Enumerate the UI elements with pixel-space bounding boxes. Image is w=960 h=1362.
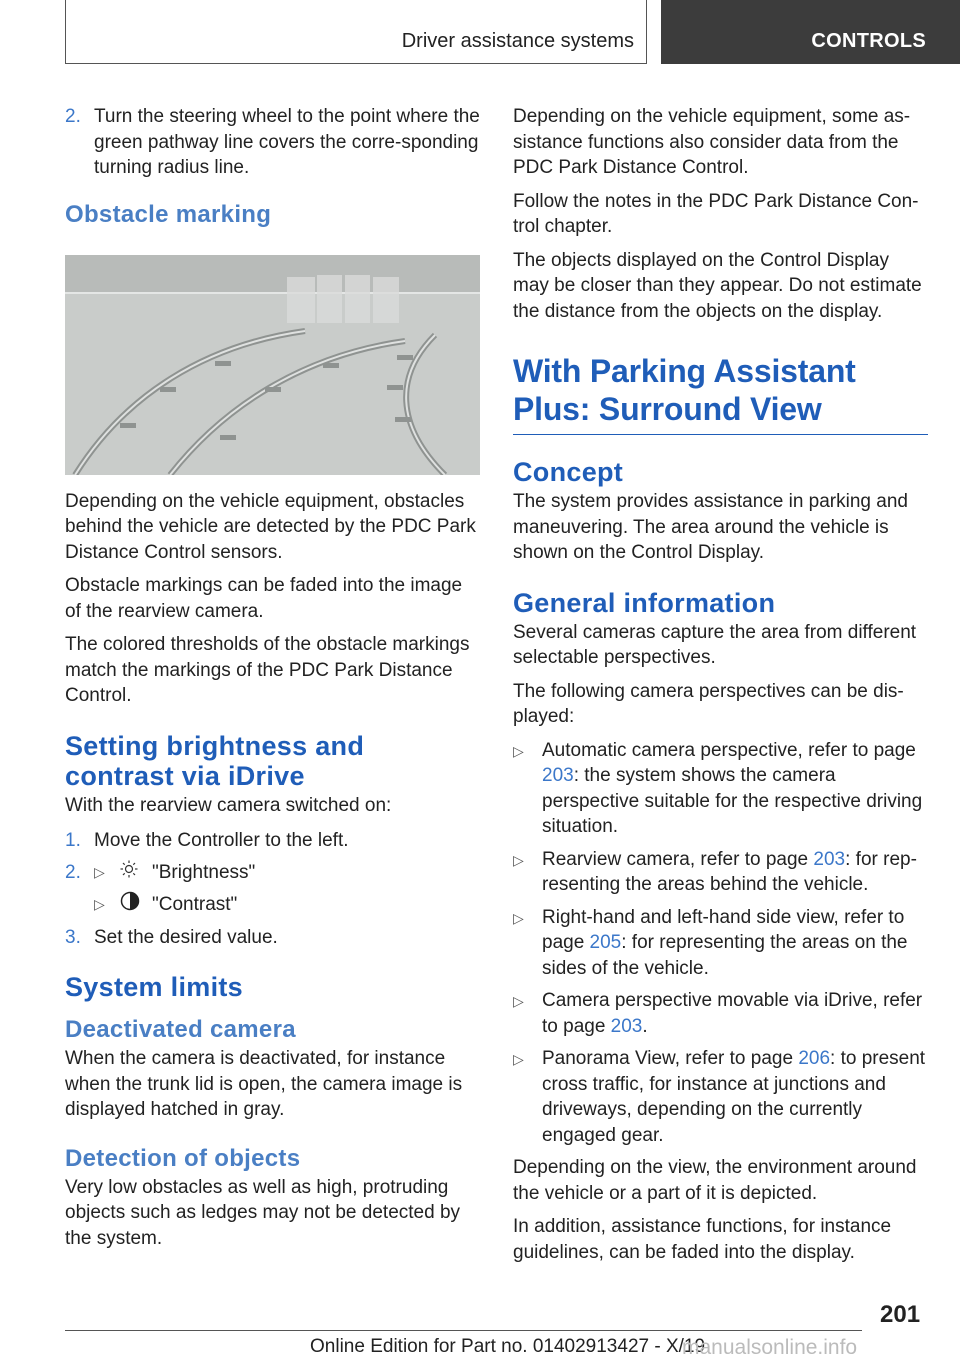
contrast-label: "Contrast" [152, 894, 238, 915]
list-item-text: Panorama View, refer to page [542, 1048, 799, 1069]
brightness-contrast-heading: Setting brightness and contrast via iDrive [65, 730, 365, 791]
step-1-move-controller [65, 828, 480, 854]
contrast-icon [120, 891, 152, 919]
step-2-select-option [65, 860, 480, 925]
concept-heading: Concept [513, 457, 624, 487]
list-item-text: Camera perspective movable via iDrive, refer to page [542, 990, 923, 1037]
page-link[interactable]: 205 [589, 932, 622, 953]
brightness-intro: With the rearview camera switched on: [65, 794, 392, 816]
list-item [513, 905, 928, 982]
step-text: Turn the steering wheel to the point where the green pathway line covers the corre-sponding turning radius line. [94, 106, 480, 178]
page-link[interactable]: 203 [610, 1015, 643, 1037]
footer-divider [65, 1330, 862, 1331]
general-paragraph-1: Several cameras capture the area from different selectable perspectives. [513, 621, 917, 668]
obstacle-marking-figure [65, 255, 480, 475]
edition-note: Online Edition for Part no. 01402913427 - X/19 [310, 1336, 706, 1357]
general-information-heading: General information [513, 587, 776, 618]
list-item-text: : for representing the areas on the sides of the vehicle. [542, 932, 908, 979]
obstacle-paragraph-1: Depending on the vehicle equipment, obstacles behind the vehicle are detected by the PDC Park Distance Control sensors. [65, 490, 476, 563]
triangle-bullet-icon: ▷ [513, 909, 524, 926]
deactivated-camera-paragraph: When the camera is deactivated, for instance when the trunk lid is open, the camera image is displayed hatched in gray. [65, 1048, 463, 1120]
list-item-text: : to present cross traffic, for instance at junctions and driveways, depending on the currently engaged gear. [542, 1048, 926, 1146]
brightness-option [94, 860, 255, 886]
step-3-set-value [65, 925, 480, 951]
camera-perspectives-list [513, 738, 928, 1149]
header-chapter-box [661, 0, 960, 64]
surround-view-heading-block [513, 352, 928, 435]
detection-objects-paragraph: Very low obstacles as well as high, protruding objects such as ledges may not be detected by the system. [65, 1176, 461, 1249]
pdc-notes-paragraph: Follow the notes in the PDC Park Distance Con-trol chapter. [513, 190, 919, 237]
step-number: 2. [65, 106, 81, 127]
triangle-bullet-icon: ▷ [94, 863, 105, 880]
list-item [513, 738, 928, 840]
step-2-steering [65, 104, 480, 181]
list-item-text: . [642, 1015, 648, 1037]
page-number: 201 [880, 1301, 921, 1328]
list-item [513, 988, 928, 1039]
step-number: 3. [65, 926, 81, 948]
header-section-title: Driver assistance systems [401, 30, 634, 52]
list-item-text: Automatic camera perspective, refer to page [542, 739, 916, 761]
contrast-option [94, 891, 255, 919]
deactivated-camera-heading: Deactivated camera [65, 1016, 296, 1043]
left-column [65, 104, 480, 1259]
concept-paragraph: The system provides assistance in parking and maneuvering. The area around the vehicle is shown on the Control Display. [513, 491, 908, 563]
list-item [513, 1046, 928, 1148]
view-environment-paragraph: Depending on the view, the environment around the vehicle or a part of it is depicted. [513, 1157, 917, 1204]
triangle-bullet-icon: ▷ [513, 851, 524, 868]
triangle-bullet-icon: ▷ [513, 1051, 524, 1067]
obstacle-paragraph-3: The colored thresholds of the obstacle markings match the markings of the PDC Park Distance Control. [65, 634, 470, 706]
detection-objects-heading: Detection of objects [65, 1144, 301, 1172]
sun-icon [120, 860, 152, 886]
watermark: manualsonline.info [682, 1336, 858, 1359]
list-item-text: Right-hand and left-hand side view, refer to page [542, 906, 905, 953]
display-warning-paragraph: The objects displayed on the Control Display may be closer than they appear. Do not estimate the distance from the objects on the display. [513, 249, 922, 322]
page-link[interactable]: 203 [813, 848, 846, 870]
step-number: 1. [65, 830, 81, 851]
header-section-box [65, 0, 647, 64]
right-column [513, 104, 928, 1273]
header-chapter-title: CONTROLS [811, 30, 926, 52]
list-item-text: : for rep-resenting the areas behind the vehicle. [542, 848, 917, 895]
pdc-assistance-paragraph: Depending on the vehicle equipment, some as-sistance functions also consider data from the PDC Park Distance Control. [513, 106, 911, 178]
step-text: Set the desired value. [94, 926, 278, 948]
list-item-text: : the system shows the camera perspective suitable for the respective driving situation. [542, 765, 923, 837]
surround-view-heading: With Parking Assistant Plus: Surround View [513, 353, 856, 427]
step-text: Move the Controller to the left. [94, 830, 349, 851]
triangle-bullet-icon: ▷ [513, 993, 524, 1009]
page-link[interactable]: 206 [798, 1048, 831, 1069]
obstacle-marking-heading: Obstacle marking [65, 200, 272, 228]
step-number: 2. [65, 861, 81, 883]
page-link[interactable]: 203 [542, 765, 574, 786]
assistance-functions-paragraph: In addition, assistance functions, for instance guidelines, can be faded into the display. [513, 1216, 892, 1263]
triangle-bullet-icon: ▷ [94, 896, 105, 912]
general-paragraph-2: The following camera perspectives can be dis-played: [513, 680, 904, 727]
list-item-text: Rearview camera, refer to page [542, 848, 814, 870]
system-limits-heading: System limits [65, 972, 243, 1002]
obstacle-paragraph-2: Obstacle markings can be faded into the image of the rearview camera. [65, 575, 463, 622]
triangle-bullet-icon: ▷ [513, 742, 524, 759]
list-item [513, 847, 928, 898]
brightness-label: "Brightness" [152, 861, 256, 883]
